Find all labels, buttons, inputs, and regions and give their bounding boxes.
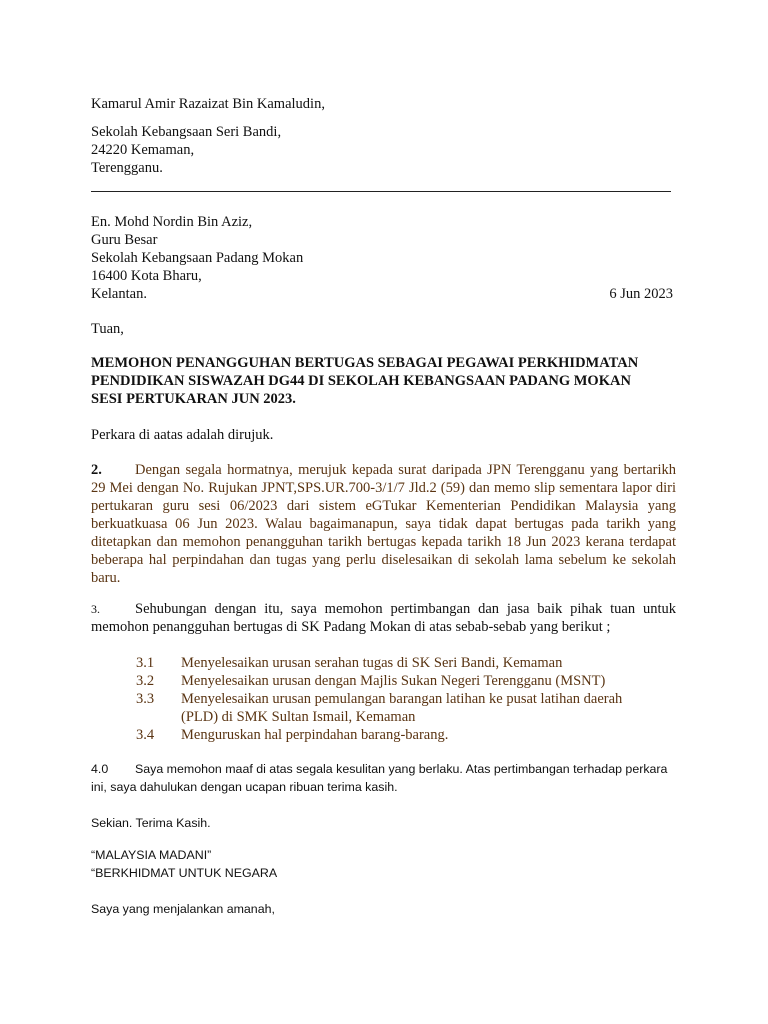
list-item-number: 3.4 [136,727,155,743]
recipient-line: Sekolah Kebangsaan Padang Mokan [91,250,304,266]
header-divider [91,191,671,192]
recipient-line: 16400 Kota Bharu, [91,268,202,284]
list-item-number: 3.3 [136,691,155,707]
list-item-text: Menyelesaikan urusan pemulangan barangan latihan ke pusat latihan daerah (PLD) di SMK Sultan Ismail, Kemaman [181,691,623,725]
list-item-number: 3.2 [136,673,155,689]
recipient-line: Kelantan. [91,286,147,302]
list-item-text: Menyelesaikan urusan dengan Majlis Sukan Negeri Terengganu (MSNT) [181,673,606,689]
recipient-last-row [91,285,673,303]
motto-line: “MALAYSIA MADANI” [91,848,212,862]
signoff-line: Saya yang menjalankan amanah, [91,902,275,916]
list-item-number: 3.1 [136,655,155,671]
letter-date: 6 Jun 2023 [609,286,673,302]
closing-line: Sekian. Terima Kasih. [91,816,211,830]
sender-address-line: Sekolah Kebangsaan Seri Bandi, [91,124,282,140]
paragraph-text: Dengan segala hormatnya, merujuk kepada surat daripada JPN Terengganu yang bertarikh 29 Mei dengan No. Rujukan JPNT,SPS.UR.700-3/1/7 Jld.2 (59) dan memo slip sementara lapor diri pertukaran guru sesi 06/2023 dari sistem eGTukar Kementerian Pendidikan Malaysia yang berkuatkuasa 06 Jun 2023. Walau bagaimanapun, saya tidak dapat bertugas pada tarikh yang ditetapkan dan memohon penangguhan tarikh bertugas kepada tarikh 18 Jun 2023 kerana terdapat beberapa hal perpindahan dan tugas yang perlu diselesaikan di sekolah lama sebelum ke sekolah baru. [91,462,676,586]
paragraph-2 [91,461,676,587]
sender-address-line: Terengganu. [91,160,163,176]
recipient-line: Guru Besar [91,232,158,248]
paragraph-text: Sehubungan dengan itu, saya memohon pertimbangan dan jasa baik pihak tuan untuk memohon penangguhan bertugas di SK Padang Mokan di atas sebab-sebab yang berikut ; [91,601,676,635]
recipient-line: En. Mohd Nordin Bin Aziz, [91,214,253,230]
paragraph-number: 2. [91,462,102,478]
salutation: Tuan, [91,321,124,337]
sender-address-line: 24220 Kemaman, [91,142,195,158]
subject-line: MEMOHON PENANGGUHAN BERTUGAS SEBAGAI PEGAWAI PERKHIDMATAN [91,355,639,371]
list-item-text: Menguruskan hal perpindahan barang-barang. [181,727,449,743]
subject-line: SESI PERTUKARAN JUN 2023. [91,391,296,407]
list-item-text: Menyelesaikan urusan serahan tugas di SK Seri Bandi, Kemaman [181,655,563,671]
paragraph-number: 3. [91,602,100,616]
paragraph-text: Saya memohon maaf di atas segala kesulitan yang berlaku. Atas pertimbangan terhadap perkara ini, saya dahulukan dengan ucapan ribuan terima kasih. [91,762,668,794]
paragraph-number: 4.0 [91,762,109,776]
motto-line: “BERKHIDMAT UNTUK NEGARA [91,866,278,880]
reference-line: Perkara di aatas adalah dirujuk. [91,427,274,443]
paragraph-4 [91,760,681,796]
paragraph-3 [91,600,676,636]
sender-name: Kamarul Amir Razaizat Bin Kamaludin, [91,96,325,112]
subject-line: PENDIDIKAN SISWAZAH DG44 DI SEKOLAH KEBANGSAAN PADANG MOKAN [91,373,631,389]
